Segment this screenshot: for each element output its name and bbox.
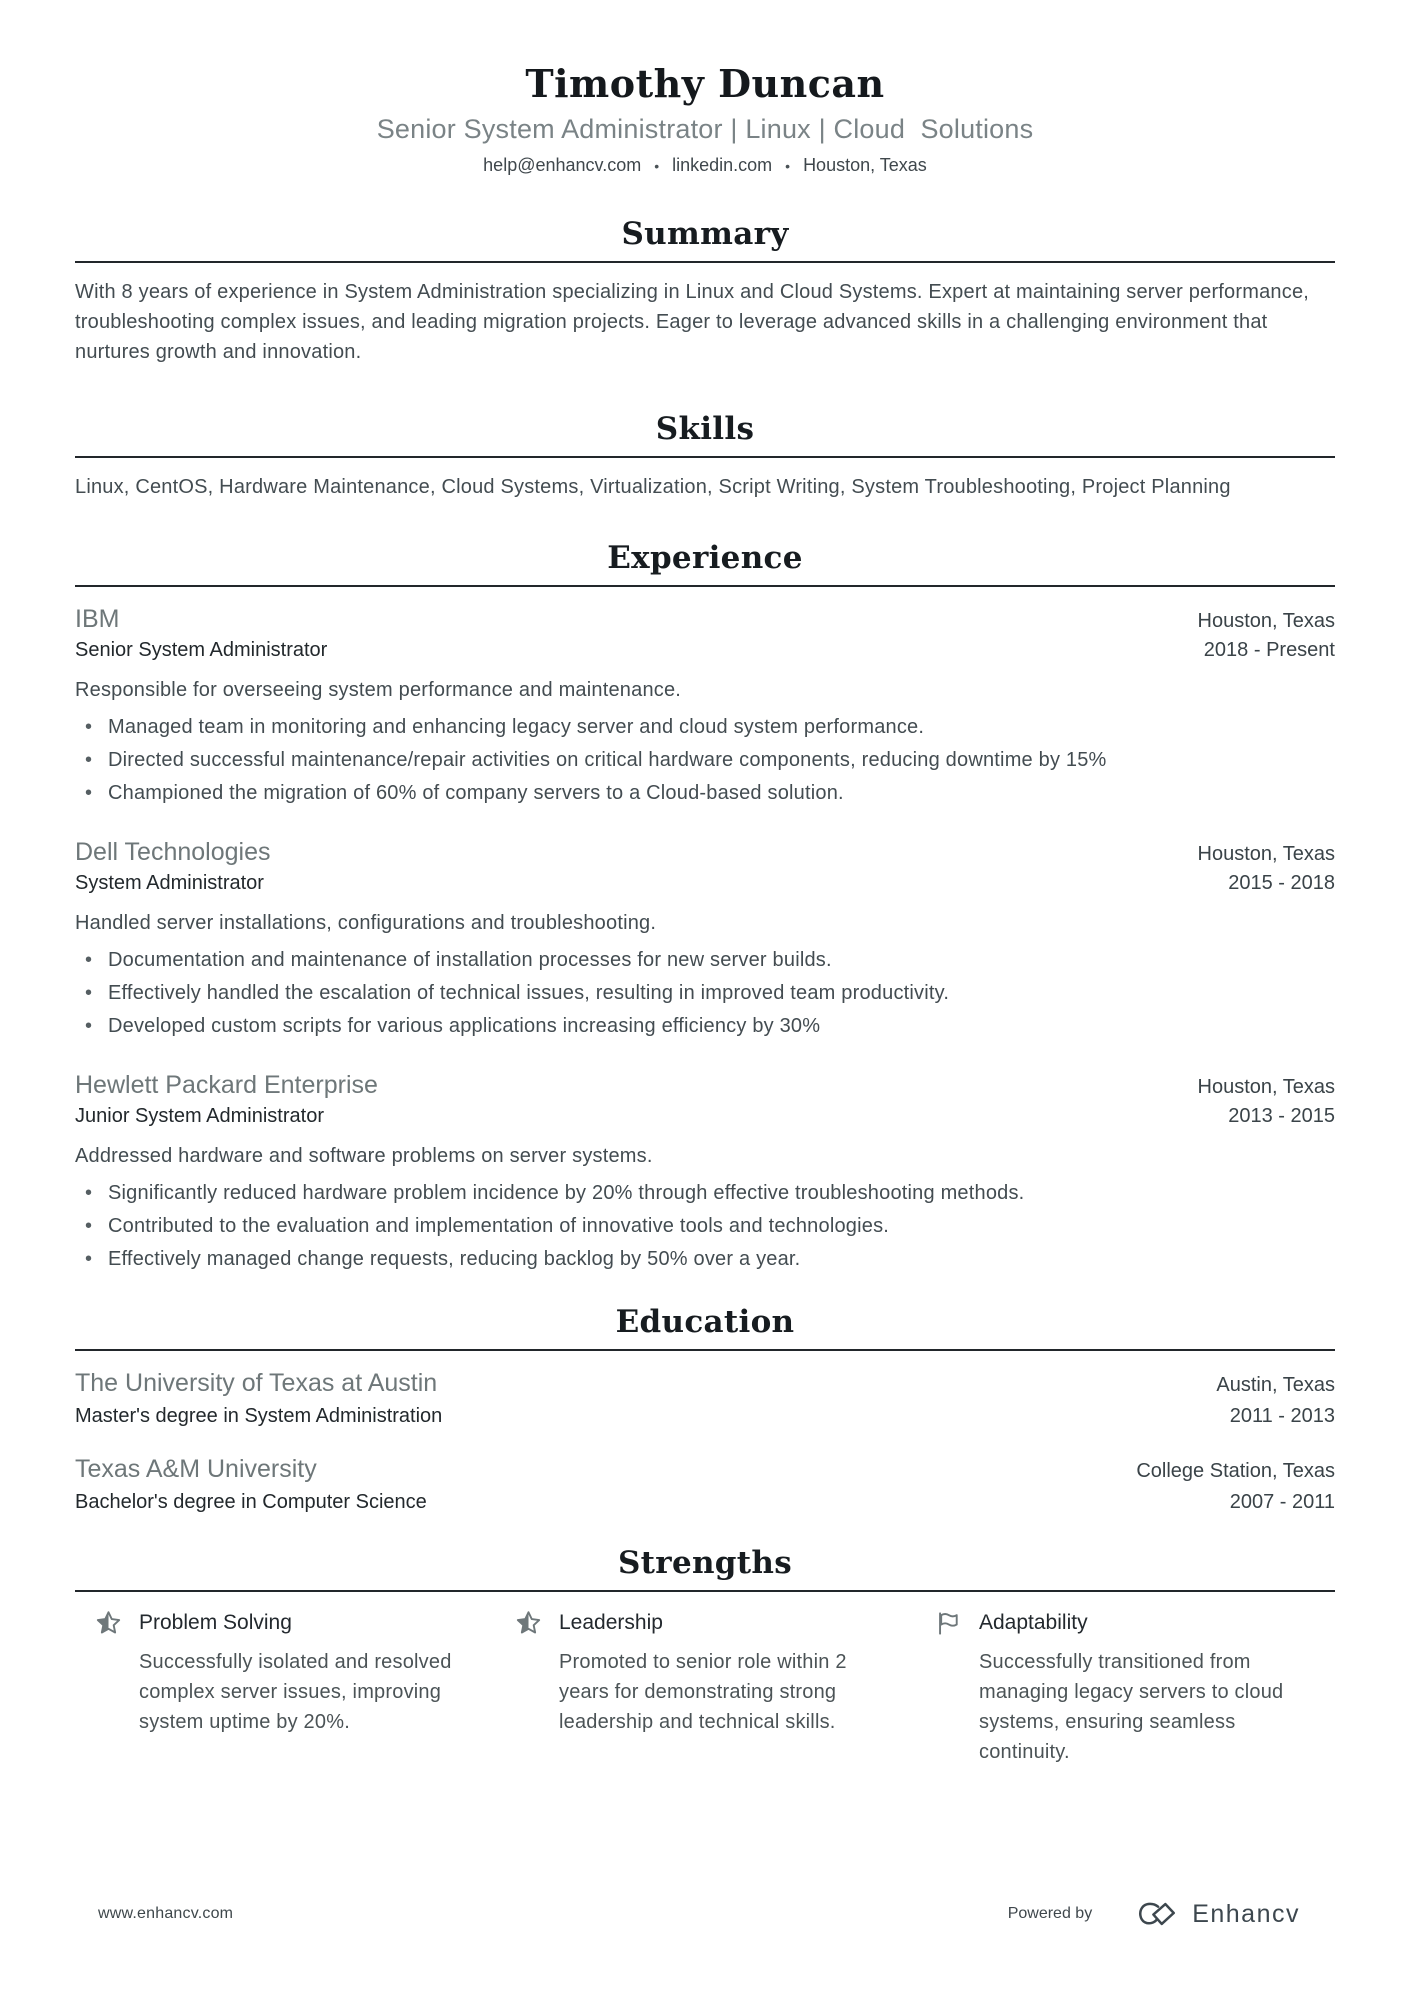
powered-by-block — [1008, 1898, 1300, 1930]
education-heading: Education — [615, 1303, 795, 1340]
job-bullets — [75, 946, 1335, 1041]
school-name: Texas A&M University — [75, 1454, 317, 1483]
dot-separator-icon: • — [785, 157, 791, 174]
skills-section — [75, 411, 1335, 502]
skills-text: Linux, CentOS, Hardware Maintenance, Cloud Systems, Virtualization, Script Writing, System Troubleshooting, Project Planning — [75, 475, 1231, 498]
degree-name: Bachelor's degree in Computer Science — [75, 1490, 427, 1513]
job-dates: 2015 - 2018 — [1228, 871, 1335, 894]
strength-text: Successfully isolated and resolved complex server issues, improving system uptime by 20%. — [139, 1650, 452, 1733]
school-dates: 2011 - 2013 — [1229, 1404, 1335, 1427]
job-dates: 2013 - 2015 — [1228, 1104, 1335, 1127]
strengths-heading: Strengths — [618, 1544, 792, 1581]
experience-heading: Experience — [607, 539, 803, 576]
bullet-dot-icon: • — [85, 781, 93, 804]
bullet-text: Directed successful maintenance/repair activities on critical hardware components, reducing downtime by 15% — [108, 748, 1107, 771]
bullet-dot-icon: • — [85, 1247, 93, 1270]
experience-section — [75, 540, 1335, 1274]
school-location: College Station, Texas — [1136, 1459, 1335, 1482]
bullet-item — [75, 1012, 1335, 1041]
degree-name: Master's degree in System Administration — [75, 1404, 443, 1427]
job-dates: 2018 - Present — [1203, 638, 1335, 661]
bullet-item — [75, 746, 1335, 775]
skills-heading: Skills — [655, 410, 755, 447]
enhancv-brand-text[interactable]: Enhancv — [1192, 1899, 1300, 1928]
section-divider — [75, 1590, 1335, 1592]
strength-text: Successfully transitioned from managing legacy servers to cloud systems, ensuring seamless continuity. — [979, 1650, 1284, 1763]
powered-by-label: Powered by — [1007, 1905, 1093, 1922]
star-half-icon — [515, 1610, 542, 1637]
bullet-text: Documentation and maintenance of installation processes for new server builds. — [108, 948, 832, 971]
job-location: Houston, Texas — [1197, 609, 1335, 632]
bullet-item — [75, 779, 1335, 808]
bullet-dot-icon: • — [85, 948, 93, 971]
job-description: Addressed hardware and software problems on server systems. — [75, 1144, 653, 1167]
education-section — [75, 1304, 1335, 1517]
job-title: Junior System Administrator — [75, 1104, 324, 1127]
strengths-grid — [75, 1610, 1335, 1767]
school-location: Austin, Texas — [1216, 1373, 1335, 1396]
school-entry — [75, 1367, 1335, 1431]
bullet-text: Developed custom scripts for various applications increasing efficiency by 30% — [108, 1014, 821, 1037]
summary-heading: Summary — [621, 215, 789, 252]
bullet-text: Effectively managed change requests, reducing backlog by 50% over a year. — [108, 1247, 801, 1270]
bullet-dot-icon: • — [85, 715, 93, 738]
bullet-dot-icon: • — [85, 981, 93, 1004]
strengths-section — [75, 1545, 1335, 1767]
job-title: System Administrator — [75, 871, 264, 894]
strength-title: Leadership — [559, 1611, 663, 1635]
strength-item — [495, 1610, 915, 1767]
bullet-dot-icon: • — [85, 1181, 93, 1204]
bullet-item — [75, 1245, 1335, 1274]
bullet-item — [75, 946, 1335, 975]
school-name: The University of Texas at Austin — [75, 1368, 438, 1397]
strength-item — [915, 1610, 1335, 1767]
footer-website-link[interactable]: www.enhancv.com — [98, 1905, 234, 1922]
resume-header — [75, 62, 1335, 176]
job-entry — [75, 1069, 1335, 1274]
bullet-text: Effectively handled the escalation of technical issues, resulting in improved team productivity. — [108, 981, 950, 1004]
section-divider — [75, 585, 1335, 587]
school-entry — [75, 1453, 1335, 1517]
strength-text: Promoted to senior role within 2 years for demonstrating strong leadership and technical skills. — [559, 1650, 847, 1733]
bullet-item — [75, 713, 1335, 742]
strength-item — [75, 1610, 495, 1767]
bullet-dot-icon: • — [85, 1014, 93, 1037]
job-bullets — [75, 1179, 1335, 1274]
bullet-text: Significantly reduced hardware problem incidence by 20% through effective troubleshooting methods. — [108, 1181, 1025, 1204]
job-list — [75, 603, 1335, 1274]
section-divider — [75, 456, 1335, 458]
company-name: IBM — [75, 604, 120, 633]
bullet-dot-icon: • — [85, 1214, 93, 1237]
contact-email[interactable]: help@enhancv.com — [483, 154, 642, 175]
job-description: Handled server installations, configurations and troubleshooting. — [75, 911, 657, 934]
summary-text: With 8 years of experience in System Administration specializing in Linux and Cloud Systems. Expert at maintaining server performance, troubleshooting complex issues, and leading migration projects. Eager to leverage advanced skills in a challenging environment that nurtures growth and innovation. — [75, 280, 1310, 363]
strength-title: Adaptability — [979, 1611, 1088, 1635]
job-entry — [75, 836, 1335, 1041]
school-dates: 2007 - 2011 — [1229, 1490, 1335, 1513]
bullet-text: Contributed to the evaluation and implementation of innovative tools and technologies. — [108, 1214, 890, 1237]
bullet-text: Managed team in monitoring and enhancing legacy server and cloud system performance. — [108, 715, 925, 738]
section-divider — [75, 1349, 1335, 1351]
company-name: Dell Technologies — [75, 837, 271, 866]
job-location: Houston, Texas — [1197, 1075, 1335, 1098]
flag-icon — [935, 1610, 962, 1637]
bullet-dot-icon: • — [85, 748, 93, 771]
contact-website[interactable]: linkedin.com — [672, 154, 773, 175]
bullet-item — [75, 1212, 1335, 1241]
job-description: Responsible for overseeing system performance and maintenance. — [75, 678, 682, 701]
job-entry — [75, 603, 1335, 808]
contact-line — [75, 155, 1335, 176]
page-footer — [98, 1898, 1300, 1930]
summary-section — [75, 216, 1335, 367]
bullet-item — [75, 1179, 1335, 1208]
star-half-icon — [95, 1610, 122, 1637]
job-bullets — [75, 713, 1335, 808]
person-name: Timothy Duncan — [525, 61, 885, 106]
dot-separator-icon: • — [654, 157, 660, 174]
enhancv-logo-icon — [1132, 1898, 1180, 1930]
company-name: Hewlett Packard Enterprise — [75, 1070, 378, 1099]
bullet-item — [75, 979, 1335, 1008]
bullet-text: Championed the migration of 60% of company servers to a Cloud-based solution. — [108, 781, 844, 804]
job-title: Senior System Administrator — [75, 638, 328, 661]
school-list — [75, 1367, 1335, 1517]
job-location: Houston, Texas — [1197, 842, 1335, 865]
job-headline: Senior System Administrator | Linux | Cloud Solutions — [376, 113, 1034, 144]
strength-title: Problem Solving — [139, 1611, 292, 1635]
contact-location: Houston, Texas — [803, 154, 927, 175]
section-divider — [75, 261, 1335, 263]
